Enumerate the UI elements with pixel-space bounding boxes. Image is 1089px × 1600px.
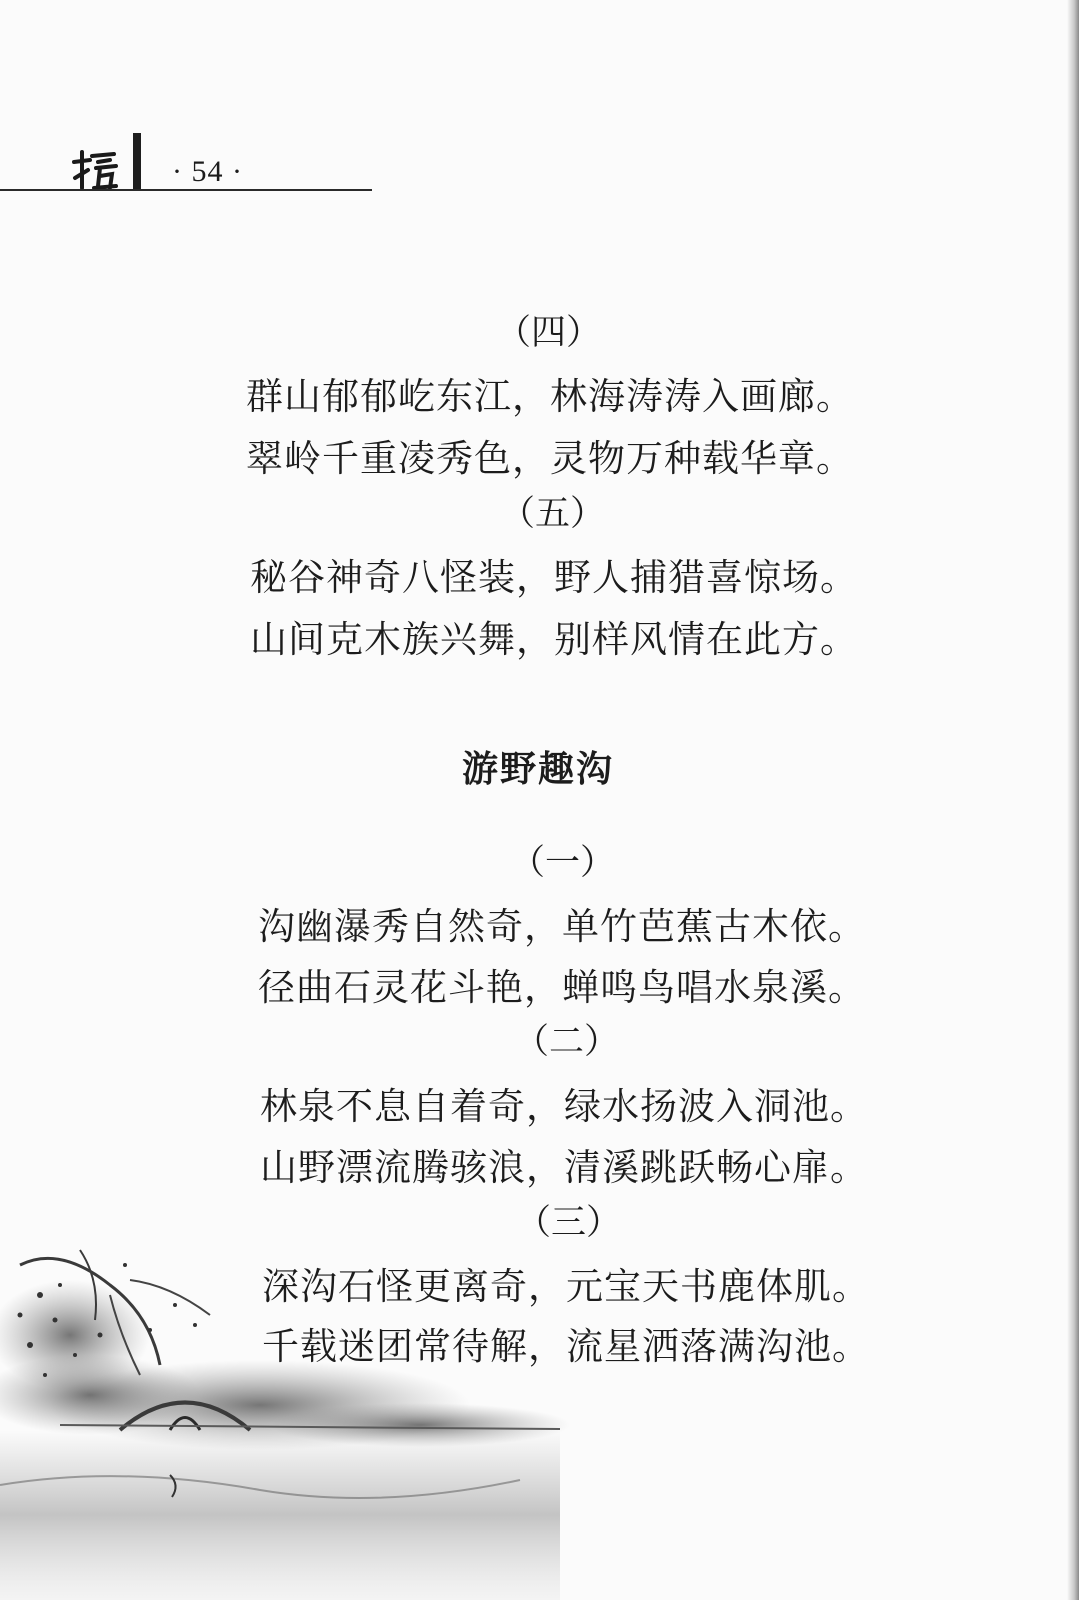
branch [130, 1280, 210, 1315]
header-calligraphy-logo [70, 148, 120, 192]
poem-line: 山野漂流腾骇浪，清溪跳跃畅心扉。 [260, 1146, 868, 1189]
section-label: （二） [514, 1022, 620, 1062]
header-vertical-bar [133, 133, 141, 190]
section-label: （一） [510, 843, 616, 883]
ink-landscape-illustration [0, 1225, 600, 1600]
section-label: （三） [516, 1203, 622, 1243]
section-label: （五） [500, 494, 606, 534]
page-edge-shadow [1067, 0, 1079, 1600]
poem-line: 群山郁郁屹东江，林海涛涛入画廊。 [246, 375, 854, 418]
poem-line: 千载迷团常待解，流星洒落满沟池。 [262, 1325, 870, 1368]
poem-line: 山间克木族兴舞，别样风情在此方。 [250, 618, 858, 661]
poem-title: 游野趣沟 [462, 749, 615, 790]
section-label: （四） [496, 313, 602, 353]
poem-line: 秘谷神奇八怪装，野人捕猎喜惊场。 [250, 556, 858, 599]
header-rule [0, 189, 372, 191]
page-edge [1079, 0, 1089, 1600]
poem-line: 沟幽瀑秀自然奇，单竹芭蕉古木依。 [258, 905, 866, 948]
poem-line: 林泉不息自着奇，绿水扬波入洞池。 [260, 1085, 868, 1128]
water-mist [0, 1430, 560, 1600]
poem-line: 径曲石灵花斗艳，蝉鸣鸟唱水泉溪。 [258, 966, 866, 1009]
poem-line: 深沟石怪更离奇，元宝天书鹿体肌。 [262, 1265, 870, 1308]
page-number: · 54 · [172, 155, 243, 188]
poem-line: 翠岭千重凌秀色，灵物万种载华章。 [246, 437, 854, 480]
